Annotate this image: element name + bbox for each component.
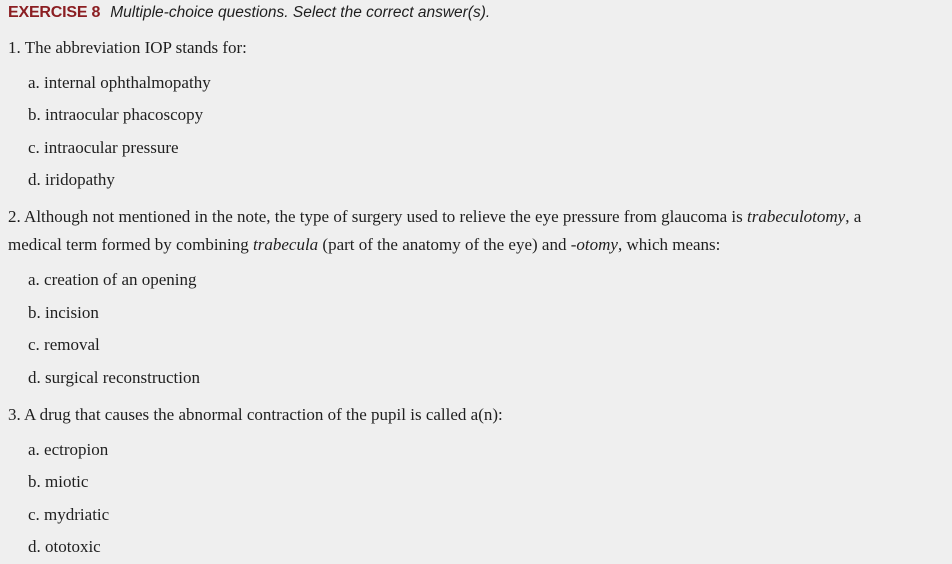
exercise-instruction: Multiple-choice questions. Select the correct answer(s). [110, 4, 491, 21]
question-1-option-c[interactable]: c. intraocular pressure [28, 138, 179, 157]
exercise-label: EXERCISE 8 [8, 4, 101, 21]
question-2-line-1-end: , a [845, 207, 862, 226]
question-3-option-a[interactable]: a. ectropion [28, 440, 109, 459]
exercise-header [8, 4, 490, 26]
term-trabeculotomy: trabeculotomy [747, 207, 846, 226]
term-otomy: -otomy [570, 235, 618, 254]
question-3-option-d[interactable]: d. ototoxic [28, 537, 101, 556]
question-3: 3. A drug that causes the abnormal contraction of the pupil is called a(n): [8, 405, 503, 424]
question-2-option-a[interactable]: a. creation of an opening [28, 270, 197, 289]
question-1-option-a[interactable]: a. internal ophthalmopathy [28, 73, 211, 92]
question-1: 1. The abbreviation IOP stands for: [8, 38, 247, 57]
question-2-line-2 [8, 235, 720, 255]
question-1-option-d[interactable]: d. iridopathy [28, 170, 115, 189]
question-2-option-d[interactable]: d. surgical reconstruction [28, 368, 201, 387]
question-2-line-1-text: 2. Although not mentioned in the note, the type of surgery used to relieve the eye pressure from glaucoma is [8, 207, 748, 226]
question-2-option-c[interactable]: c. removal [28, 335, 100, 354]
question-2-line-2-mid: (part of the anatomy of the eye) and [318, 235, 571, 254]
term-trabecula: trabecula [253, 235, 319, 254]
question-1-option-b[interactable]: b. intraocular phacoscopy [28, 105, 204, 124]
question-3-option-b[interactable]: b. miotic [28, 472, 89, 491]
question-2-line-2-end: , which means: [617, 235, 721, 254]
question-2-line-2-text: medical term formed by combining [8, 235, 254, 254]
question-2-line-1 [8, 207, 861, 227]
question-2-option-b[interactable]: b. incision [28, 303, 99, 322]
question-3-option-c[interactable]: c. mydriatic [28, 505, 110, 524]
